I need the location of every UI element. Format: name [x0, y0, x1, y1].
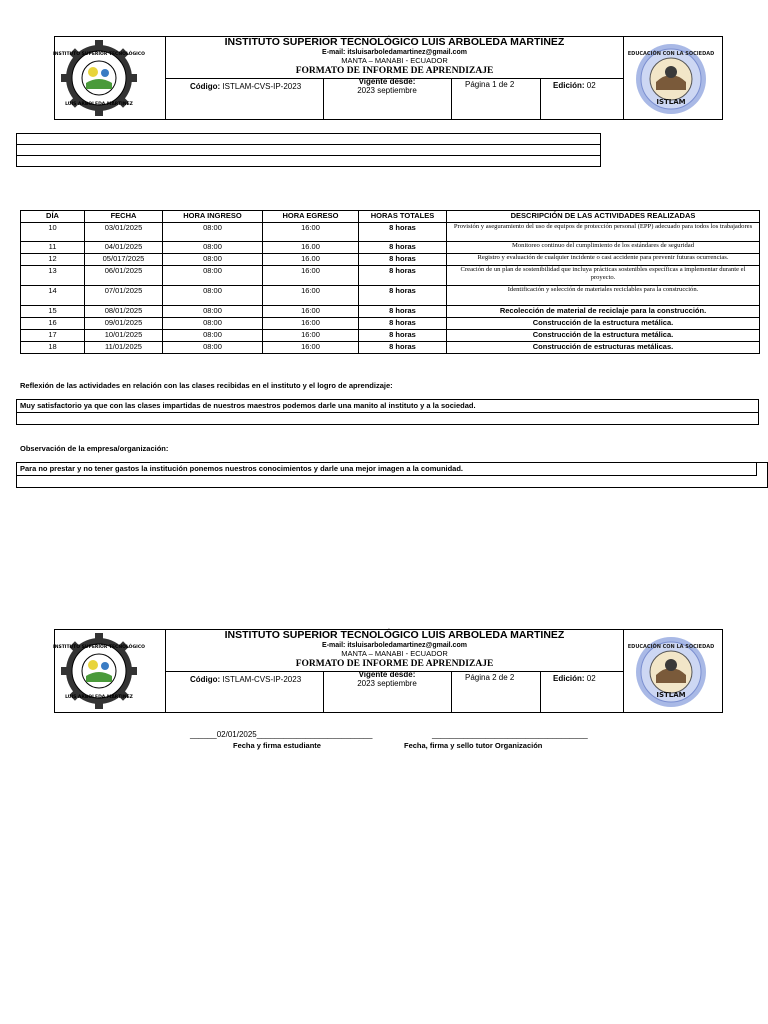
- code-value: ISTLAM-CVS-IP-2023: [222, 82, 302, 91]
- institute-gear-logo-icon: [53, 632, 145, 710]
- valid-value: 2023 septiembre: [357, 679, 417, 688]
- header-column-divider: [451, 78, 452, 119]
- col-header-description: DESCRIPCIÓN DE LAS ACTIVIDADES REALIZADAS: [447, 211, 760, 223]
- cell-day: 16: [21, 318, 85, 330]
- info-row: [17, 145, 600, 156]
- table-header-row: [21, 211, 760, 223]
- cell-date: 08/01/2025: [85, 306, 163, 318]
- page-number: Página 2 de 2: [465, 673, 515, 682]
- reflection-empty-row: [17, 413, 758, 424]
- cell-check-in: 08:00: [163, 254, 263, 266]
- cell-check-out: 16:00: [263, 286, 359, 306]
- cell-total-hours: 8 horas: [359, 266, 447, 286]
- cell-check-in: 08:00: [163, 242, 263, 254]
- observation-box: [16, 462, 768, 488]
- cell-day: 10: [21, 223, 85, 242]
- table-row: [21, 318, 760, 330]
- left-seal-bottom-text: LUIS ARBOLEDA MARTINEZ: [65, 102, 133, 107]
- valid-since-field: [323, 77, 451, 95]
- edition-field: [553, 674, 596, 683]
- observation-label: Observación de la empresa/organización:: [20, 444, 169, 453]
- istlam-seal-logo-icon: [627, 635, 715, 709]
- cell-description: Construcción de estructuras metálicas.: [447, 342, 760, 354]
- cell-day: 18: [21, 342, 85, 354]
- cell-check-in: 08:00: [163, 330, 263, 342]
- cell-total-hours: 8 horas: [359, 242, 447, 254]
- col-header-check-out: HORA EGRESO: [263, 211, 359, 223]
- cell-date: 10/01/2025: [85, 330, 163, 342]
- istlam-seal-logo-icon: [627, 42, 715, 116]
- code-label: Código:: [190, 82, 221, 91]
- edition-value: 02: [586, 674, 596, 683]
- institute-name: INSTITUTO SUPERIOR TECNOLÓGICO LUIS ARBOLEDA MARTINEZ: [224, 36, 565, 48]
- right-logo-cell: [623, 37, 722, 119]
- cell-check-out: 16:00: [263, 223, 359, 242]
- table-row: [21, 286, 760, 306]
- cell-date: 09/01/2025: [85, 318, 163, 330]
- header-column-divider: [451, 671, 452, 712]
- cell-description: Identificación y selección de materiales reciclables para la construcción.: [447, 286, 760, 306]
- table-row: [21, 342, 760, 354]
- valid-label: Vigente desde:: [358, 77, 416, 86]
- cell-total-hours: 8 horas: [359, 254, 447, 266]
- code-value: ISTLAM-CVS-IP-2023: [222, 675, 302, 684]
- cell-description: Monitoreo continuo del cumplimiento de los estándares de seguridad: [447, 242, 760, 254]
- code-field: [190, 82, 301, 91]
- cell-date: 11/01/2025: [85, 342, 163, 354]
- col-header-date: FECHA: [85, 211, 163, 223]
- header-column-divider: [540, 78, 541, 119]
- code-label: Código:: [190, 675, 221, 684]
- cell-date: 07/01/2025: [85, 286, 163, 306]
- edition-label: Edición:: [553, 674, 585, 683]
- edition-value: 02: [586, 81, 596, 90]
- cell-check-out: 16:00: [263, 342, 359, 354]
- cell-check-in: 08:00: [163, 318, 263, 330]
- code-field: [190, 675, 301, 684]
- valid-label: Vigente desde:: [358, 670, 416, 679]
- cell-check-in: 08:00: [163, 266, 263, 286]
- cell-description: Registro y evaluación de cualquier incidente o casi accidente para prevenir futuras ocurrencias.: [447, 254, 760, 266]
- format-title: FORMATO DE INFORME DE APRENDIZAJE: [295, 66, 494, 76]
- cell-check-out: 16:00: [263, 318, 359, 330]
- right-seal-name: ISTLAM: [656, 98, 686, 106]
- left-seal-top-text: INSTITUTO SUPERIOR TECNOLÓGICO: [53, 645, 145, 650]
- cell-total-hours: 8 horas: [359, 306, 447, 318]
- tutor-signature-line: ___________________________________: [432, 730, 588, 739]
- institute-email: E-mail: itsluisarboledamartinez@gmail.com: [322, 49, 467, 56]
- left-logo-cell: [55, 37, 166, 119]
- page-number: Página 1 de 2: [465, 80, 515, 89]
- cell-day: 12: [21, 254, 85, 266]
- cell-total-hours: 8 horas: [359, 342, 447, 354]
- info-row: [17, 134, 600, 145]
- left-seal-top-text: INSTITUTO SUPERIOR TECNOLÓGICO: [53, 52, 145, 57]
- activities-table: [20, 210, 760, 354]
- cell-total-hours: 8 horas: [359, 286, 447, 306]
- student-signature-label: Fecha y firma estudiante: [233, 741, 321, 750]
- cell-check-in: 08:00: [163, 306, 263, 318]
- document-header-page2: [54, 629, 723, 713]
- cell-day: 17: [21, 330, 85, 342]
- col-header-check-in: HORA INGRESO: [163, 211, 263, 223]
- institute-name: INSTITUTO SUPERIOR TECNOLÓGICO LUIS ARBOLEDA MARTINEZ: [224, 629, 565, 641]
- reflection-label: Reflexión de las actividades en relación con las clases recibidas en el instituto y el logro de aprendizaje:: [20, 381, 393, 390]
- table-row: [21, 266, 760, 286]
- edition-field: [553, 81, 596, 90]
- cell-total-hours: 8 horas: [359, 318, 447, 330]
- valid-since-field: [323, 670, 451, 688]
- tutor-signature-label: Fecha, firma y sello tutor Organización: [404, 741, 543, 750]
- cell-check-out: 16:00: [263, 306, 359, 318]
- col-header-day: DÍA: [21, 211, 85, 223]
- cell-date: 04/01/2025: [85, 242, 163, 254]
- info-row: [17, 156, 600, 166]
- institute-gear-logo-icon: [53, 39, 145, 117]
- student-signature-line: ______02/01/2025__________________________: [190, 730, 373, 739]
- reflection-box: [16, 399, 759, 425]
- cell-check-in: 08:00: [163, 286, 263, 306]
- right-logo-cell: [623, 630, 722, 712]
- cell-date: 03/01/2025: [85, 223, 163, 242]
- cell-check-in: 08:00: [163, 342, 263, 354]
- cell-day: 13: [21, 266, 85, 286]
- cell-date: 06/01/2025: [85, 266, 163, 286]
- cell-description: Construcción de la estructura metálica.: [447, 330, 760, 342]
- institute-location: MANTA – MANABI - ECUADOR: [341, 649, 448, 658]
- institute-email: E-mail: itsluisarboledamartinez@gmail.com: [322, 642, 467, 649]
- institute-location: MANTA – MANABI - ECUADOR: [341, 56, 448, 65]
- col-header-total-hours: HORAS TOTALES: [359, 211, 447, 223]
- cell-check-out: 16:00: [263, 266, 359, 286]
- document-header-page1: [54, 36, 723, 120]
- cell-description: Recolección de material de reciclaje para la construcción.: [447, 306, 760, 318]
- cell-check-in: 08:00: [163, 223, 263, 242]
- cell-date: 05/017/2025: [85, 254, 163, 266]
- table-row: [21, 254, 760, 266]
- valid-value: 2023 septiembre: [357, 86, 417, 95]
- cell-total-hours: 8 horas: [359, 223, 447, 242]
- observation-text: Para no prestar y no tener gastos la institución ponemos nuestros conocimientos y darle una mejor imagen a la comunidad.: [17, 463, 757, 476]
- cell-check-out: 16:00: [263, 330, 359, 342]
- cell-description: Creación de un plan de sostenibilidad que incluya prácticas sostenibles específicas a implementar durante el proyecto.: [447, 266, 760, 286]
- cell-check-out: 16.00: [263, 242, 359, 254]
- right-seal-text: EDUCACIÓN CON LA SOCIEDAD: [627, 644, 715, 650]
- right-seal-text: EDUCACIÓN CON LA SOCIEDAD: [627, 51, 715, 57]
- cell-total-hours: 8 horas: [359, 330, 447, 342]
- left-seal-bottom-text: LUIS ARBOLEDA MARTINEZ: [65, 695, 133, 700]
- table-row: [21, 242, 760, 254]
- student-info-box: [16, 133, 601, 167]
- cell-day: 14: [21, 286, 85, 306]
- table-row: [21, 223, 760, 242]
- observation-empty-row: [17, 476, 767, 487]
- format-title: FORMATO DE INFORME DE APRENDIZAJE: [295, 659, 494, 669]
- header-column-divider: [540, 671, 541, 712]
- reflection-text: Muy satisfactorio ya que con las clases impartidas de nuestros maestros podemos darle una manito al instituto y a la sociedad.: [17, 400, 758, 413]
- cell-day: 15: [21, 306, 85, 318]
- table-row: [21, 306, 760, 318]
- edition-label: Edición:: [553, 81, 585, 90]
- cell-day: 11: [21, 242, 85, 254]
- left-logo-cell: [55, 630, 166, 712]
- cell-description: Provisión y aseguramiento del uso de equipos de protección personal (EPP) adecuado para todos los trabajadores: [447, 223, 760, 242]
- right-seal-name: ISTLAM: [656, 691, 686, 699]
- table-row: [21, 330, 760, 342]
- cell-description: Construcción de la estructura metálica.: [447, 318, 760, 330]
- cell-check-out: 16.00: [263, 254, 359, 266]
